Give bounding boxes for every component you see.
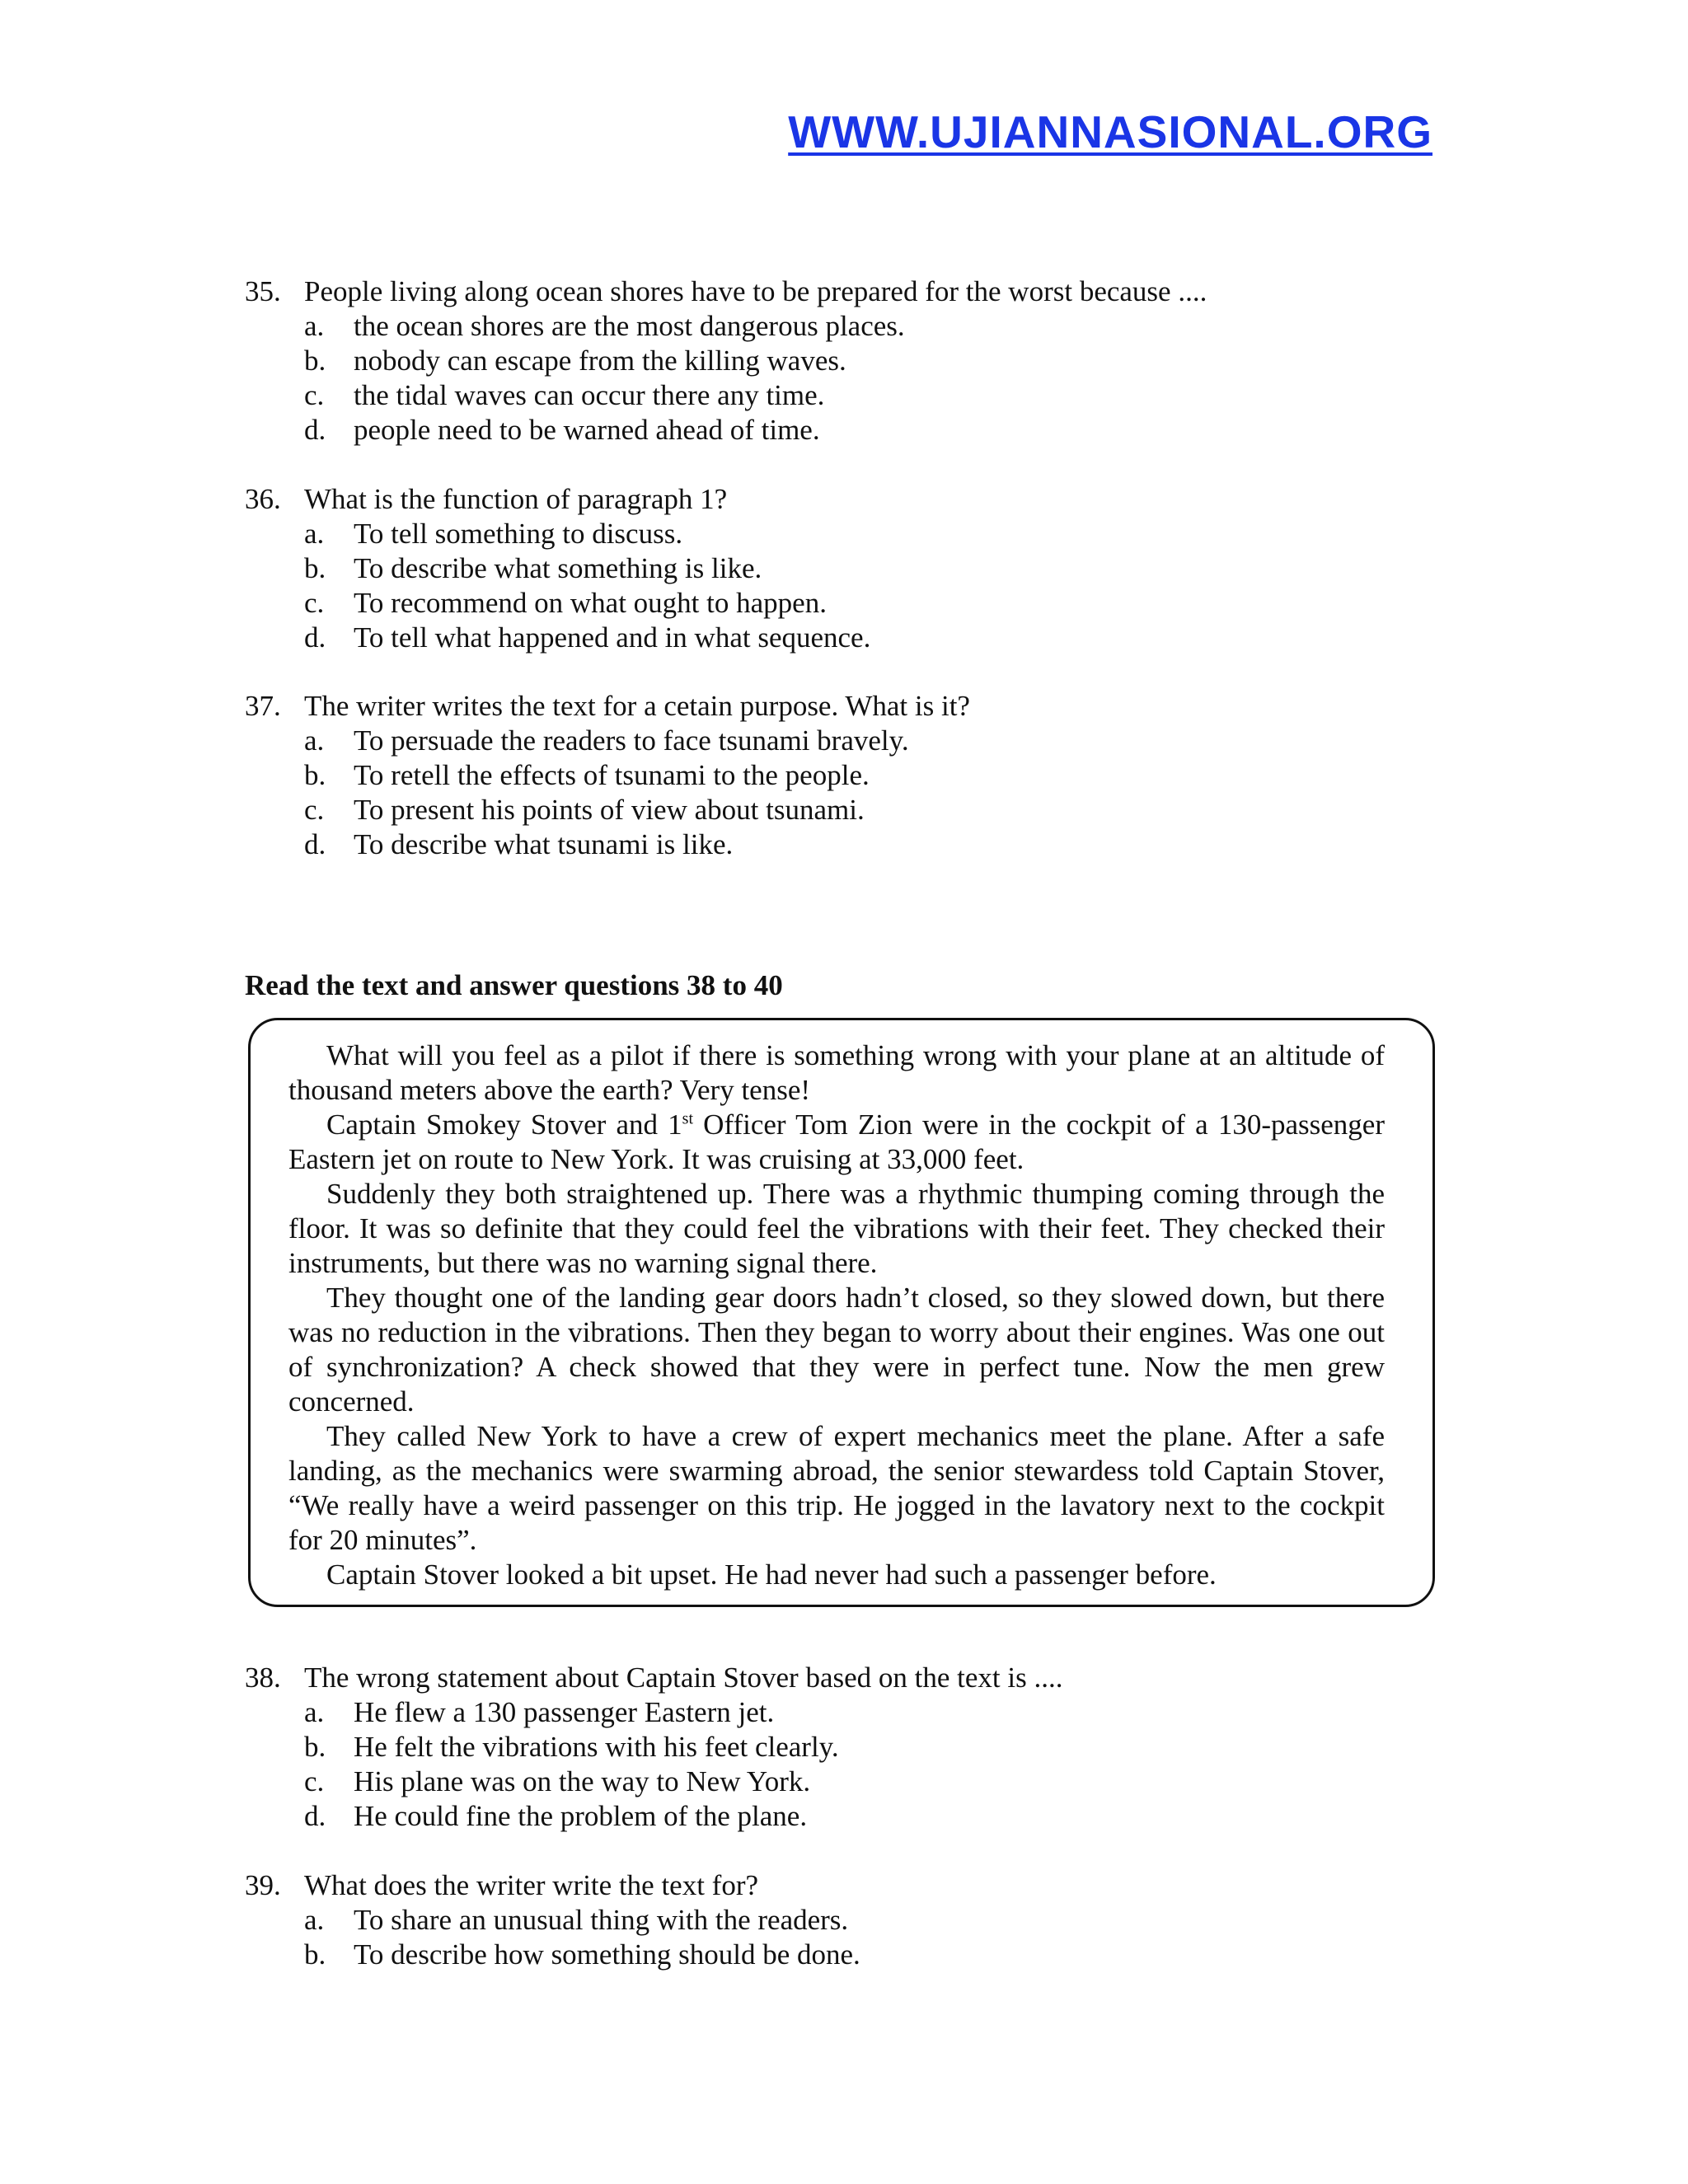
paragraph-text: Captain Smokey Stover and 1 [326,1108,682,1141]
option-text: To describe how something should be done. [354,1938,860,1971]
option-text: To tell what happened and in what sequence. [354,621,871,654]
option-text: the tidal waves can occur there any time. [354,379,825,411]
answer-option-c[interactable] [245,586,870,621]
option-text: To share an unusual thing with the readers. [354,1904,849,1936]
option-text: To recommend on what ought to happen. [354,587,827,619]
question-number: 35. [245,275,281,307]
option-text: He flew a 130 passenger Eastern jet. [354,1696,775,1728]
question-number: 38. [245,1661,281,1694]
answer-option-a[interactable] [245,1903,860,1938]
question-number: 36. [245,483,281,515]
question-text: What is the function of paragraph 1? [304,483,728,515]
option-letter: d. [304,414,326,446]
answer-option-d[interactable] [245,827,970,862]
option-letter: a. [304,518,325,550]
option-letter: b. [304,344,326,377]
option-text: To describe what something is like. [354,552,762,584]
answer-option-a[interactable] [245,1695,1063,1730]
answer-option-b[interactable] [245,758,970,793]
question-text: People living along ocean shores have to be prepared for the worst because .... [304,275,1207,307]
reading-passage-box [248,1018,1435,1607]
question-stem [245,482,870,517]
passage-paragraph-4: They thought one of the landing gear doors hadn’t closed, so they slowed down, but there was no reduction in the vibrations. Then they began to worry about their engines. Was one out of synchronization? A check showed that they were in perfect tune. Now the men grew concerned. [288,1282,1385,1418]
passage-paragraph-2 [288,1108,1385,1177]
option-letter: c. [304,587,325,619]
question-37 [245,689,970,862]
answer-option-b[interactable] [245,551,870,586]
answer-option-c[interactable] [245,793,970,827]
question-number: 39. [245,1869,281,1901]
answer-option-d[interactable] [245,1799,1063,1834]
option-text: To tell something to discuss. [354,518,683,550]
option-letter: c. [304,1765,325,1797]
option-letter: c. [304,379,325,411]
option-letter: d. [304,1800,326,1832]
question-stem [245,1868,860,1903]
question-text: The writer writes the text for a cetain purpose. What is it? [304,690,970,722]
answer-option-a[interactable] [245,517,870,551]
question-text: What does the writer write the text for? [304,1869,759,1901]
site-link[interactable]: WWW.UJIANNASIONAL.ORG [788,106,1432,157]
question-stem [245,1661,1063,1695]
question-38 [245,1661,1063,1834]
question-text: The wrong statement about Captain Stover based on the text is .... [304,1661,1063,1694]
question-number: 37. [245,690,281,722]
answer-option-b[interactable] [245,344,1207,378]
answer-option-d[interactable] [245,621,870,655]
option-letter: b. [304,552,326,584]
answer-option-b[interactable] [245,1730,1063,1765]
option-text: people need to be warned ahead of time. [354,414,820,446]
question-stem [245,689,970,724]
option-letter: d. [304,828,326,860]
answer-option-d[interactable] [245,413,1207,448]
answer-option-c[interactable] [245,1765,1063,1799]
question-39 [245,1868,860,1972]
question-35 [245,274,1207,448]
option-letter: a. [304,310,325,342]
question-stem [245,274,1207,309]
option-letter: b. [304,1731,326,1763]
option-text: He could fine the problem of the plane. [354,1800,808,1832]
option-text: nobody can escape from the killing waves. [354,344,846,377]
option-text: His plane was on the way to New York. [354,1765,811,1797]
paragraph-text: Officer Tom Zion were in the cockpit of a 130-passenger Eastern jet on route to New York. It was cruising at 33,000 feet. [288,1108,1385,1175]
option-letter: b. [304,1938,326,1971]
answer-option-c[interactable] [245,378,1207,413]
answer-option-b[interactable] [245,1938,860,1972]
option-text: To describe what tsunami is like. [354,828,734,860]
option-letter: b. [304,759,326,791]
option-letter: a. [304,724,325,757]
passage-paragraph-6: Captain Stover looked a bit upset. He had never had such a passenger before. [326,1558,1217,1591]
answer-option-a[interactable] [245,724,970,758]
answer-option-a[interactable] [245,309,1207,344]
option-text: To persuade the readers to face tsunami bravely. [354,724,909,757]
option-text: He felt the vibrations with his feet clearly. [354,1731,839,1763]
passage-paragraph-3: Suddenly they both straightened up. There was a rhythmic thumping coming through the floor. It was so definite that they could feel the vibrations with their feet. They checked their instruments, but there was no warning signal there. [288,1178,1385,1279]
option-text: To present his points of view about tsunami. [354,794,865,826]
option-letter: a. [304,1904,325,1936]
ordinal-superscript: st [682,1109,693,1128]
option-letter: d. [304,621,326,654]
passage-paragraph-5: They called New York to have a crew of expert mechanics meet the plane. After a safe landing, as the mechanics were swarming abroad, the senior stewardess told Captain Stover, “We really have a weird passenger on this trip. He jogged in the lavatory next to the cockpit for 20 minutes”. [288,1420,1385,1556]
passage-paragraph-1: What will you feel as a pilot if there is something wrong with your plane at an altitude of thousand meters above the earth? Very tense! [288,1039,1385,1106]
option-letter: c. [304,794,325,826]
question-36 [245,482,870,655]
option-text: To retell the effects of tsunami to the people. [354,759,870,791]
reading-instruction: Read the text and answer questions 38 to 40 [245,969,783,1001]
option-text: the ocean shores are the most dangerous places. [354,310,905,342]
option-letter: a. [304,1696,325,1728]
